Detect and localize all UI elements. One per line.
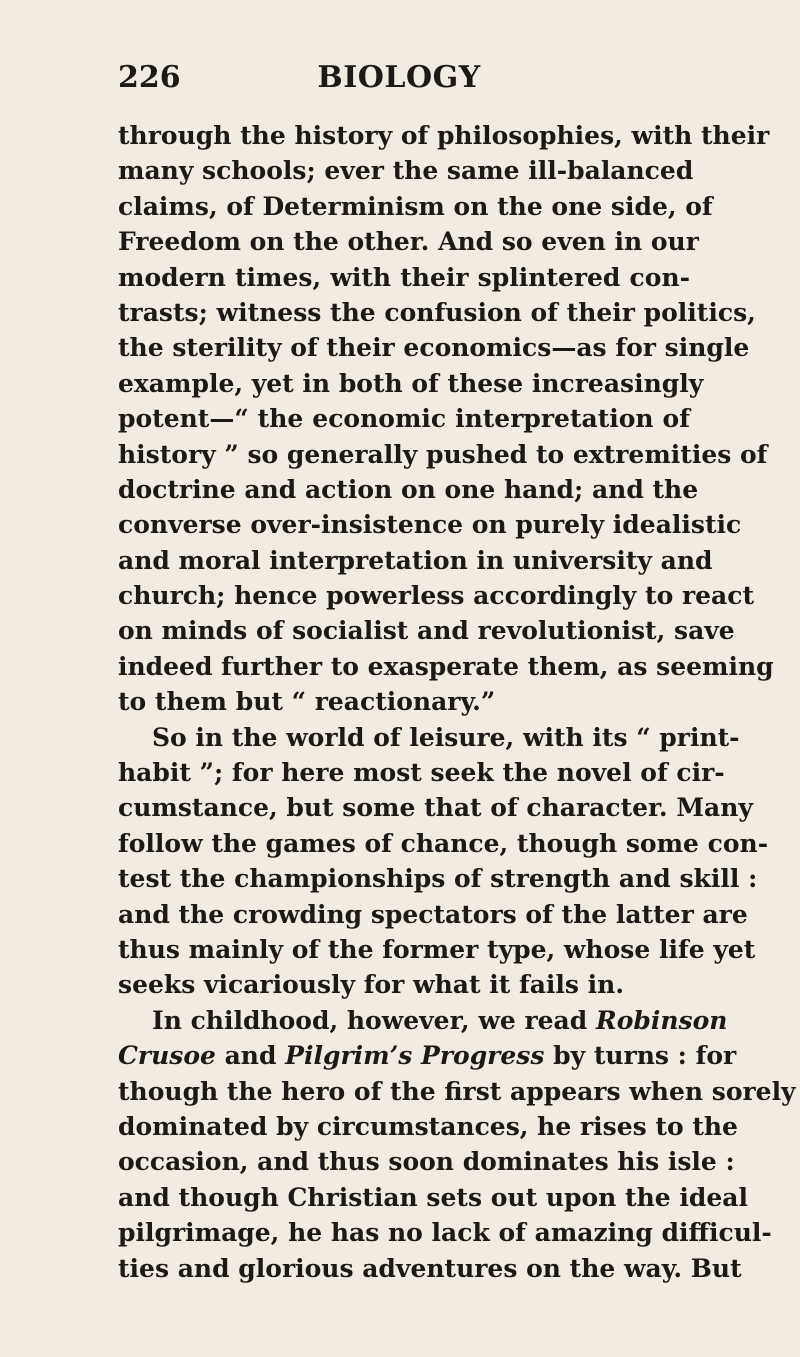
text-line: test the championships of strength and skill :	[118, 864, 758, 894]
text-line: dominated by circumstances, he rises to the	[118, 1111, 738, 1141]
text-line: seeks vicariously for what it fails in.	[118, 970, 625, 1000]
text-line	[118, 1003, 728, 1038]
page-number: 226	[118, 60, 181, 95]
text-line: indeed further to exasperate them, as seeming	[118, 651, 774, 681]
running-title: BIOLOGY	[317, 60, 481, 95]
book-title-crusoe: Crusoe	[118, 1041, 216, 1071]
text-line: church; hence powerless accordingly to react	[118, 581, 754, 611]
text-line: example, yet in both of these increasingly	[118, 368, 704, 398]
text-line: claims, of Determinism on the one side, of	[118, 191, 713, 221]
text-line: So in the world of leisure, with its “ print-	[152, 722, 740, 752]
text-line	[118, 1038, 737, 1073]
text-line: through the history of philosophies, with their	[118, 121, 770, 150]
text-line: history ” so generally pushed to extremities of	[118, 439, 768, 469]
text-line: pilgrimage, he has no lack of amazing difficul-	[118, 1218, 772, 1248]
text-line: to them but “ reactionary.”	[118, 687, 496, 717]
text-line: many schools; ever the same ill-balanced	[118, 156, 694, 186]
text-line: cumstance, but some that of character. Many	[118, 793, 753, 823]
text-line: on minds of socialist and revolutionist, save	[118, 616, 735, 646]
text-line: thus mainly of the former type, whose life yet	[118, 934, 756, 964]
text-line: and though Christian sets out upon the ideal	[118, 1182, 748, 1212]
text-line: trasts; witness the confusion of their politics,	[118, 297, 756, 327]
text-line: and the crowding spectators of the latter are	[118, 899, 748, 929]
body-text	[118, 118, 796, 1286]
text-run: and	[215, 1041, 286, 1071]
text-line: and moral interpretation in university and	[118, 545, 713, 575]
text-line: habit ”; for here most seek the novel of cir-	[118, 758, 725, 788]
text-line: modern times, with their splintered con-	[118, 262, 690, 292]
text-line: follow the games of chance, though some con-	[118, 828, 769, 858]
text-line: doctrine and action on one hand; and the	[118, 474, 699, 504]
running-head	[118, 58, 680, 98]
text-line: occasion, and thus soon dominates his isle :	[118, 1147, 735, 1177]
text-line: the sterility of their economics—as for single	[118, 333, 750, 363]
text-line: Freedom on the other. And so even in our	[118, 227, 699, 257]
text-line: ties and glorious adventures on the way. But	[118, 1253, 742, 1283]
text-run: by turns : for	[544, 1041, 737, 1071]
text-line: though the hero of the first appears when sorely	[118, 1076, 796, 1106]
book-title-robinson: Robinson	[595, 1005, 728, 1035]
text-run: In childhood, however, we read	[152, 1005, 596, 1035]
text-line: converse over-insistence on purely idealistic	[118, 510, 742, 540]
text-line: potent—“ the economic interpretation of	[118, 404, 690, 434]
book-title-pilgrims-progress: Pilgrim’s Progress	[285, 1041, 545, 1071]
